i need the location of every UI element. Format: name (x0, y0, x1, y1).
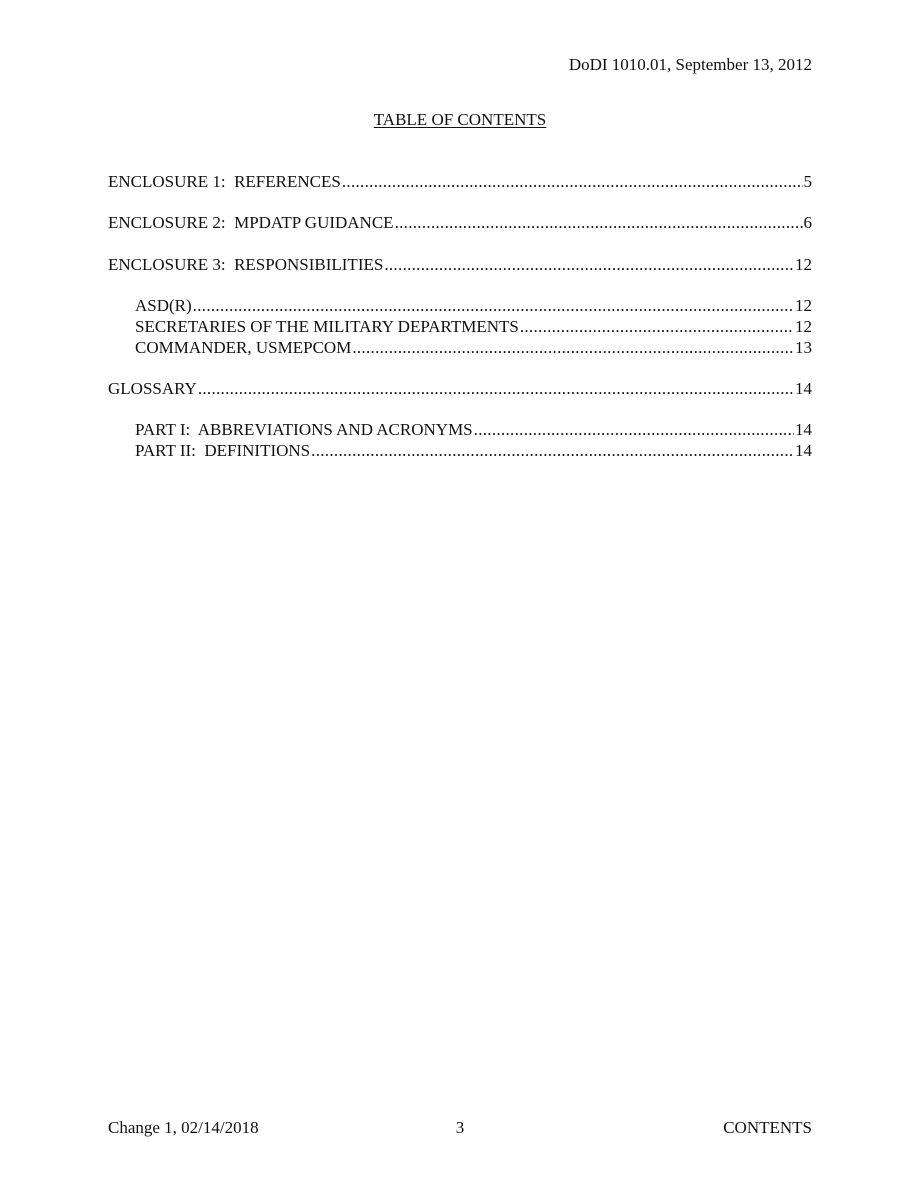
footer-section: CONTENTS (723, 1118, 812, 1137)
toc-entry-glossary[interactable] (108, 379, 812, 399)
dot-leader (198, 379, 794, 399)
toc-entry-label: COMMANDER, USMEPCOM (135, 338, 352, 357)
toc-entry-label: PART II: DEFINITIONS (135, 441, 311, 460)
toc-entry-page: 12 (795, 296, 812, 315)
dot-leader (520, 317, 794, 337)
footer-change: Change 1, 02/14/2018 (108, 1118, 259, 1137)
toc-entry-asd-r[interactable] (135, 296, 812, 316)
toc-entry-page: 12 (795, 255, 812, 274)
toc-entry-enclosure-1[interactable] (108, 172, 812, 192)
toc-entry-page: 12 (795, 317, 812, 336)
dot-leader (342, 172, 803, 192)
toc-entry-enclosure-3[interactable] (108, 255, 812, 275)
toc-entry-part-2[interactable] (135, 441, 812, 461)
dot-leader (193, 296, 794, 316)
toc-entry-part-1[interactable] (135, 420, 812, 440)
toc-entry-page: 13 (795, 338, 812, 357)
footer-page-number: 3 (455, 1118, 465, 1137)
dot-leader (474, 420, 794, 440)
toc-entry-label: PART I: ABBREVIATIONS AND ACRONYMS (135, 420, 473, 439)
toc-entry-enclosure-2[interactable] (108, 213, 812, 233)
toc-entry-label: ENCLOSURE 3: RESPONSIBILITIES (108, 255, 384, 274)
toc-entry-page: 14 (795, 379, 812, 398)
toc-entry-page: 14 (795, 441, 812, 460)
toc-title: TABLE OF CONTENTS (373, 110, 547, 129)
toc-entry-label: GLOSSARY (108, 379, 197, 398)
dot-leader (352, 338, 794, 358)
toc-entry-secretaries[interactable] (135, 317, 812, 337)
document-header: DoDI 1010.01, September 13, 2012 (568, 55, 812, 74)
dot-leader (395, 213, 803, 233)
toc-entry-label: ENCLOSURE 1: REFERENCES (108, 172, 341, 191)
toc-entry-commander-usmepcom[interactable] (135, 338, 812, 358)
toc-entry-label: SECRETARIES OF THE MILITARY DEPARTMENTS (135, 317, 519, 336)
page-footer (108, 1118, 812, 1138)
toc-entry-label: ENCLOSURE 2: MPDATP GUIDANCE (108, 213, 394, 232)
toc-entry-page: 6 (803, 213, 812, 232)
toc-entry-page: 14 (795, 420, 812, 439)
dot-leader (311, 441, 794, 461)
dot-leader (384, 255, 794, 275)
toc-entry-page: 5 (803, 172, 812, 191)
toc-entry-label: ASD(R) (135, 296, 192, 315)
